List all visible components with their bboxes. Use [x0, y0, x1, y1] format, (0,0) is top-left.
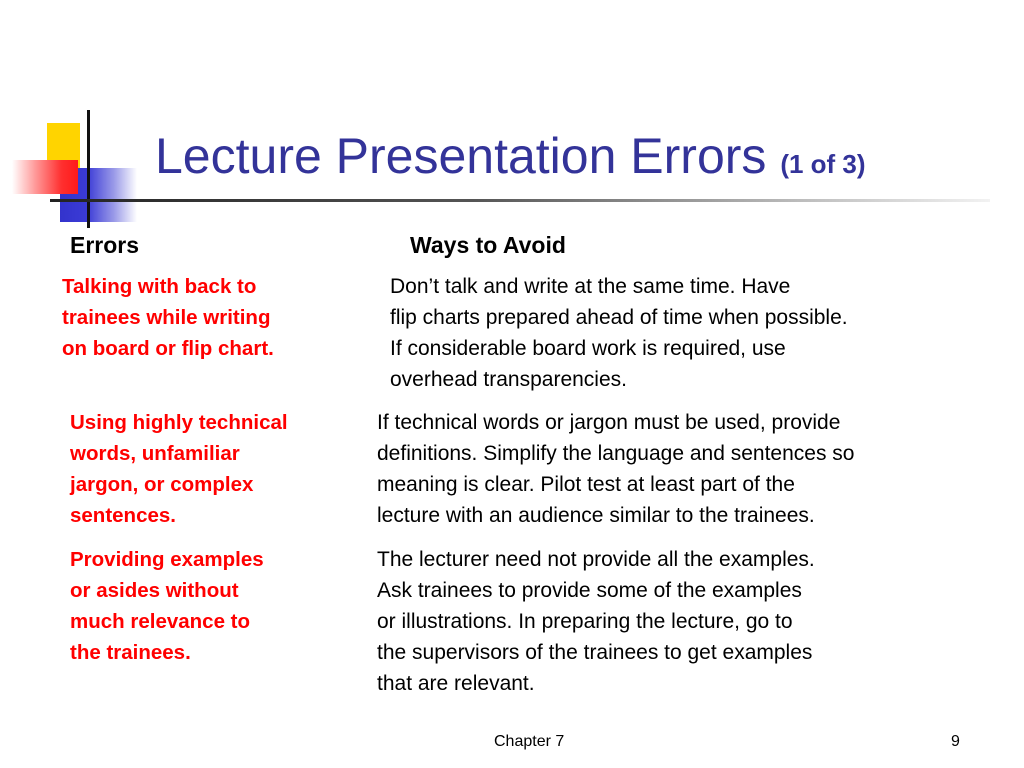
avoid-line: flip charts prepared ahead of time when possible. — [390, 306, 848, 329]
error-line: Talking with back to — [62, 275, 257, 298]
error-line: Using highly technical — [70, 411, 288, 434]
avoid-line: lecture with an audience similar to the trainees. — [377, 504, 815, 527]
title-main: Lecture Presentation Errors — [155, 128, 767, 184]
column-header-errors: Errors — [70, 232, 140, 258]
avoid-text-row-3 — [377, 544, 815, 699]
error-text-row-3 — [70, 544, 264, 668]
avoid-line: the supervisors of the trainees to get examples — [377, 641, 813, 664]
avoid-line: Ask trainees to provide some of the examples — [377, 579, 802, 602]
error-line: on board or flip chart. — [62, 337, 274, 360]
error-line: or asides without — [70, 579, 239, 602]
slide-title — [155, 128, 866, 186]
avoid-line: definitions. Simplify the language and sentences so — [377, 442, 855, 465]
title-divider — [50, 199, 990, 202]
avoid-line: If technical words or jargon must be used, provide — [377, 411, 841, 434]
avoid-text-row-1 — [390, 271, 848, 395]
avoid-text-row-2 — [377, 407, 854, 531]
title-part-indicator: (1 of 3) — [780, 149, 866, 179]
column-header-ways-to-avoid: Ways to Avoid — [410, 232, 566, 258]
red-square — [12, 160, 78, 194]
error-line: jargon, or complex — [70, 473, 254, 496]
error-text-row-1 — [62, 271, 274, 364]
footer-chapter: Chapter 7 — [494, 733, 565, 750]
avoid-line: or illustrations. In preparing the lecture, go to — [377, 610, 793, 633]
logo-vertical-line — [87, 110, 90, 228]
error-line: the trainees. — [70, 641, 191, 664]
error-line: sentences. — [70, 504, 176, 527]
avoid-line: Don’t talk and write at the same time. Have — [390, 275, 791, 298]
avoid-line: overhead transparencies. — [390, 368, 627, 391]
decorative-logo — [0, 0, 160, 240]
avoid-line: The lecturer need not provide all the examples. — [377, 548, 815, 571]
avoid-line: that are relevant. — [377, 672, 535, 695]
error-line: words, unfamiliar — [70, 442, 240, 465]
avoid-line: If considerable board work is required, use — [390, 337, 786, 360]
error-text-row-2 — [70, 407, 288, 531]
error-line: Providing examples — [70, 548, 264, 571]
error-line: much relevance to — [70, 610, 251, 633]
error-line: trainees while writing — [62, 306, 271, 329]
avoid-line: meaning is clear. Pilot test at least part of the — [377, 473, 795, 496]
page-number: 9 — [951, 733, 960, 750]
